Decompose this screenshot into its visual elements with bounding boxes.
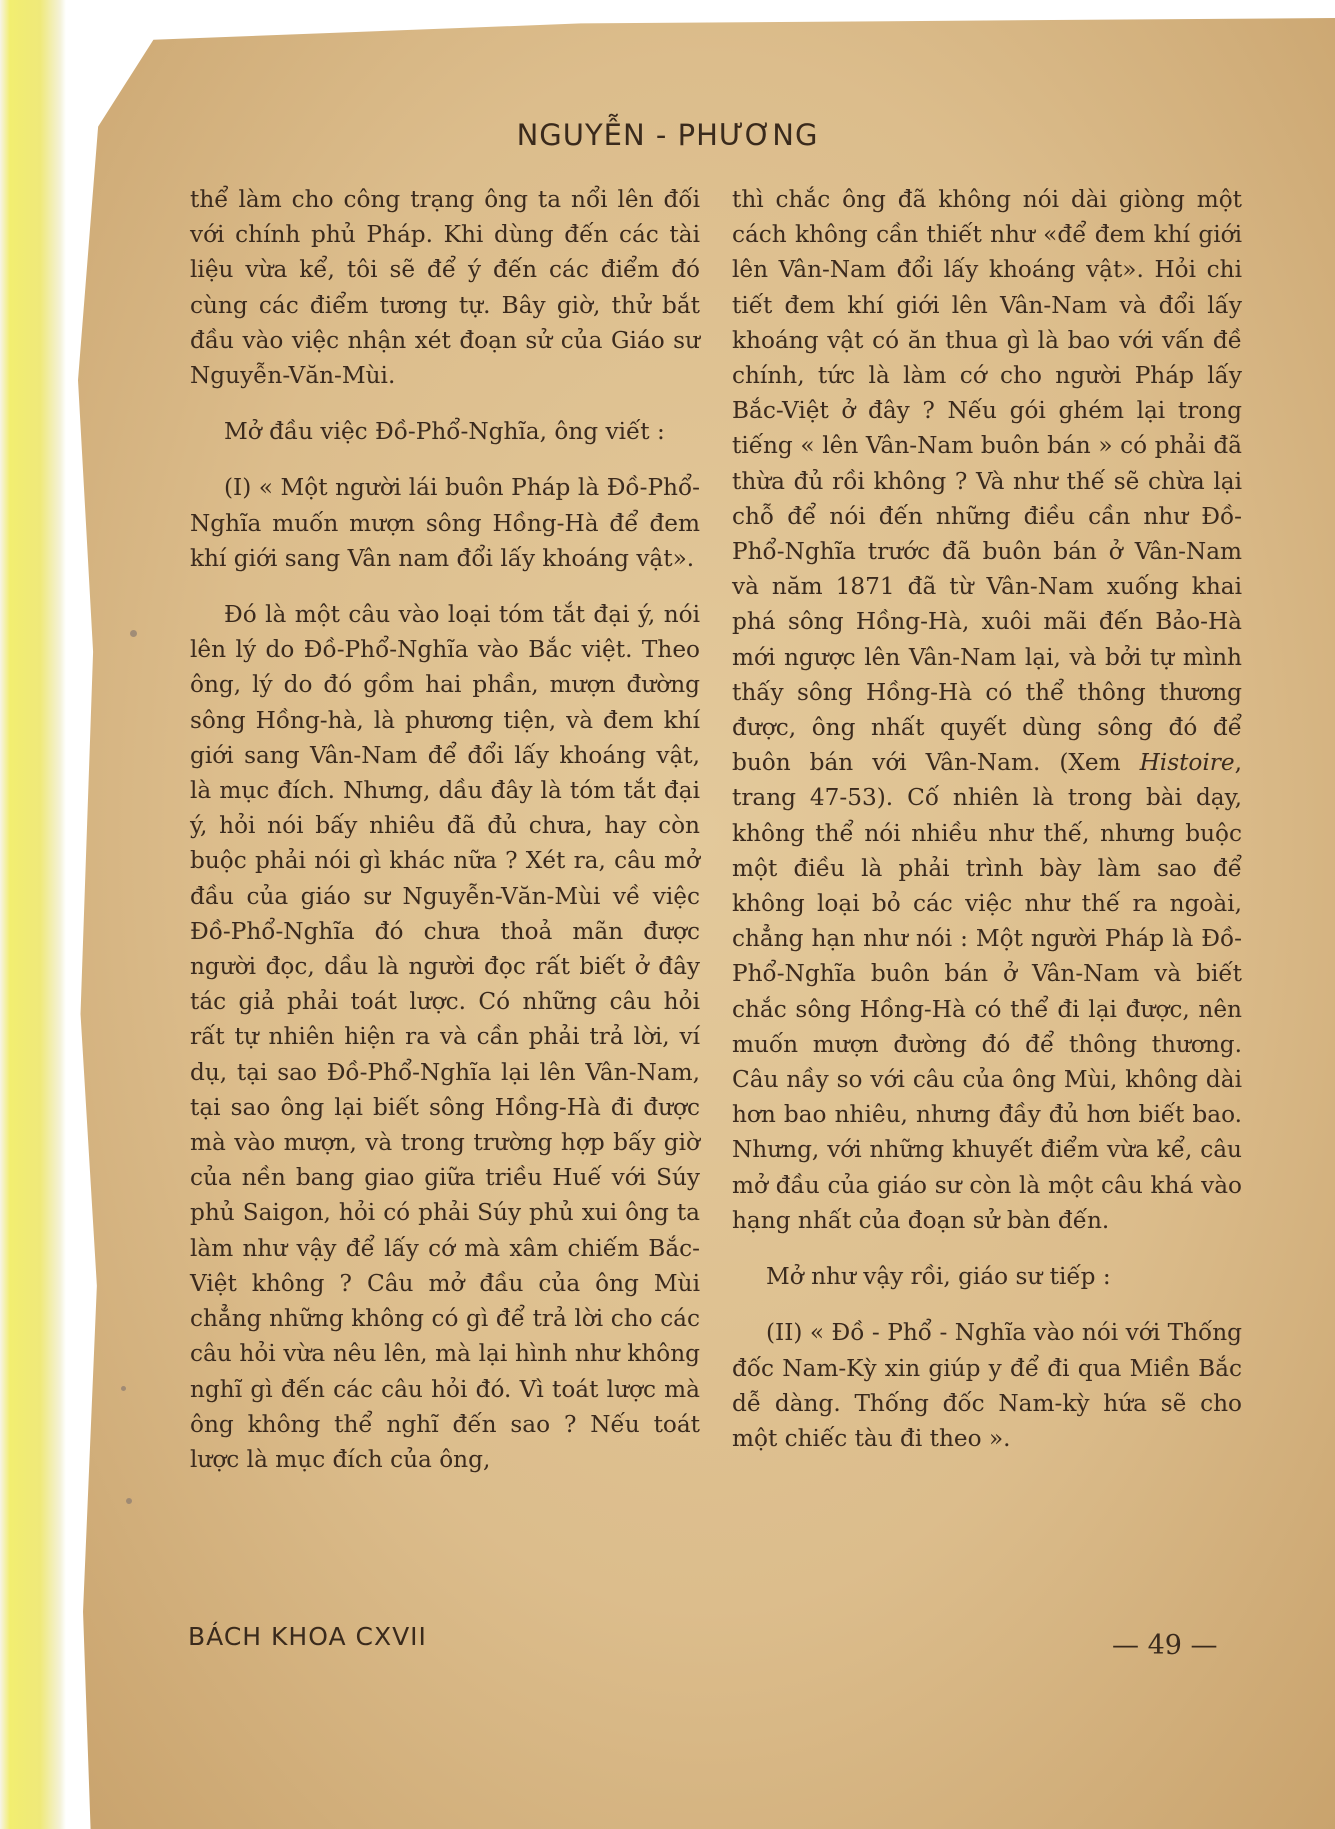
paragraph: Mở như vậy rồi, giáo sư tiếp : bbox=[766, 1263, 1111, 1291]
page-number: — 49 — bbox=[1112, 1630, 1218, 1661]
paragraph: Đó là một câu vào loại tóm tắt đại ý, nói lên lý do Đồ-Phổ-Nghĩa vào Bắc việt. Theo ông, lý do đó gồm hai phần, mượn đường sông Hồng-hà, là phương tiện, và đem khí giới sang Vân-Nam để đổi lấy khoáng vật, là mục đích. Nhưng, dầu đây là tóm tắt đại ý, hỏi nói bấy nhiêu đã đủ chưa, hay còn buộc phải nói gì khác nữa ? Xét ra, câu mở đầu của giáo sư Nguyễn-Văn-Mùi về việc Đồ-Phổ-Nghĩa đó chưa thoả mãn được người đọc, dầu là người đọc rất biết ở đây tác giả phải toát lược. Có những câu hỏi rất tự nhiên hiện ra và cần phải trả lời, ví dụ, tại sao Đồ-Phổ-Nghĩa lại lên Vân-Nam, tại sao ông lại biết sông Hồng-Hà đi được mà vào mượn, và trong trường hợp bấy giờ của nền bang giao giữa triều Huế với Súy phủ Saigon, hỏi có phải Súy phủ xui ông ta làm như vậy để lấy cớ mà xâm chiếm Bắc-Việt không ? Câu mở đầu của ông Mùi chẳng những không có gì để trả lời cho các câu hỏi vừa nêu lên, mà lại hình như không nghĩ gì đến các câu hỏi đó. Vì toát lược mà ông không thể nghĩ đến sao ? Nếu toát lược là mục đích của ông, bbox=[190, 601, 700, 1473]
paragraph bbox=[732, 182, 1242, 1238]
text-run: thì chắc ông đã không nói dài giòng một cách không cần thiết như «để đem khí giới lên Vân-Nam đổi lấy khoáng vật». Hỏi chi tiết đem khí giới lên Vân-Nam và đổi lấy khoáng vật có ăn thua gì là bao với vấn đề chính, tức là làm cớ cho người Pháp lấy Bắc-Việt ở đây ? Nếu gói ghém lại trong tiếng « lên Vân-Nam buôn bán » có phải đã thừa đủ rồi không ? Và như thế sẽ chừa lại chỗ để nói đến những điều cần như Đồ-Phổ-Nghĩa trước đã buôn bán ở Vân-Nam và năm 1871 đã từ Vân-Nam xuống khai phá sông Hồng-Hà, xuôi mãi đến Bảo-Hà mới ngược lên Vân-Nam lại, và bởi tự mình thấy sông Hồng-Hà có thể thông thương được, ông nhất quyết dùng sông đó để buôn bán với Vân-Nam. (Xem bbox=[732, 186, 1242, 777]
italic-title: Histoire bbox=[1139, 749, 1235, 777]
quote-paragraph: (II) « Đồ - Phổ - Nghĩa vào nói với Thống đốc Nam-Kỳ xin giúp y để đi qua Miền Bắc dễ dàng. Thống đốc Nam-kỳ hứa sẽ cho một chiếc tàu đi theo ». bbox=[732, 1319, 1242, 1452]
quote-paragraph: (I) « Một người lái buôn Pháp là Đồ-Phổ-Nghĩa muốn mượn sông Hồng-Hà để đem khí giới sang Vân nam đổi lấy khoáng vật». bbox=[190, 474, 700, 572]
scan-margin-strip bbox=[0, 0, 66, 1829]
paper-spot bbox=[130, 630, 137, 637]
paper-spot bbox=[126, 1498, 132, 1504]
right-column bbox=[732, 182, 1242, 1456]
paragraph: thể làm cho công trạng ông ta nổi lên đối với chính phủ Pháp. Khi dùng đến các tài liệu vừa kể, tôi sẽ để ý đến các điểm đó cùng các điểm tương tự. Bây giờ, thử bắt đầu vào việc nhận xét đoạn sử của Giáo sư Nguyễn-Văn-Mùi. bbox=[190, 186, 700, 390]
left-column bbox=[190, 182, 700, 1477]
text-run: , trang 47-53). Cố nhiên là trong bài dạy, không thể nói nhiều như thế, nhưng buộc một điều là phải trình bày làm sao để không loại bỏ các việc như thế ra ngoài, chẳng hạn như nói : Một người Pháp là Đồ-Phổ-Nghĩa buôn bán ở Vân-Nam và biết chắc sông Hồng-Hà có thể đi lại được, nên muốn mượn đường đó để thông thương. Câu nầy so với câu của ông Mùi, không dài hơn bao nhiêu, nhưng đầy đủ hơn biết bao. Nhưng, với những khuyết điểm vừa kể, câu mở đầu của giáo sư còn là một câu khá vào hạng nhất của đoạn sử bàn đến. bbox=[732, 749, 1242, 1234]
page-header: NGUYỄN - PHƯƠNG bbox=[516, 118, 819, 152]
paper-spot bbox=[121, 1386, 126, 1391]
paragraph: Mở đầu việc Đồ-Phổ-Nghĩa, ông viết : bbox=[224, 418, 665, 446]
journal-name: BÁCH KHOA CXVII bbox=[188, 1622, 427, 1651]
